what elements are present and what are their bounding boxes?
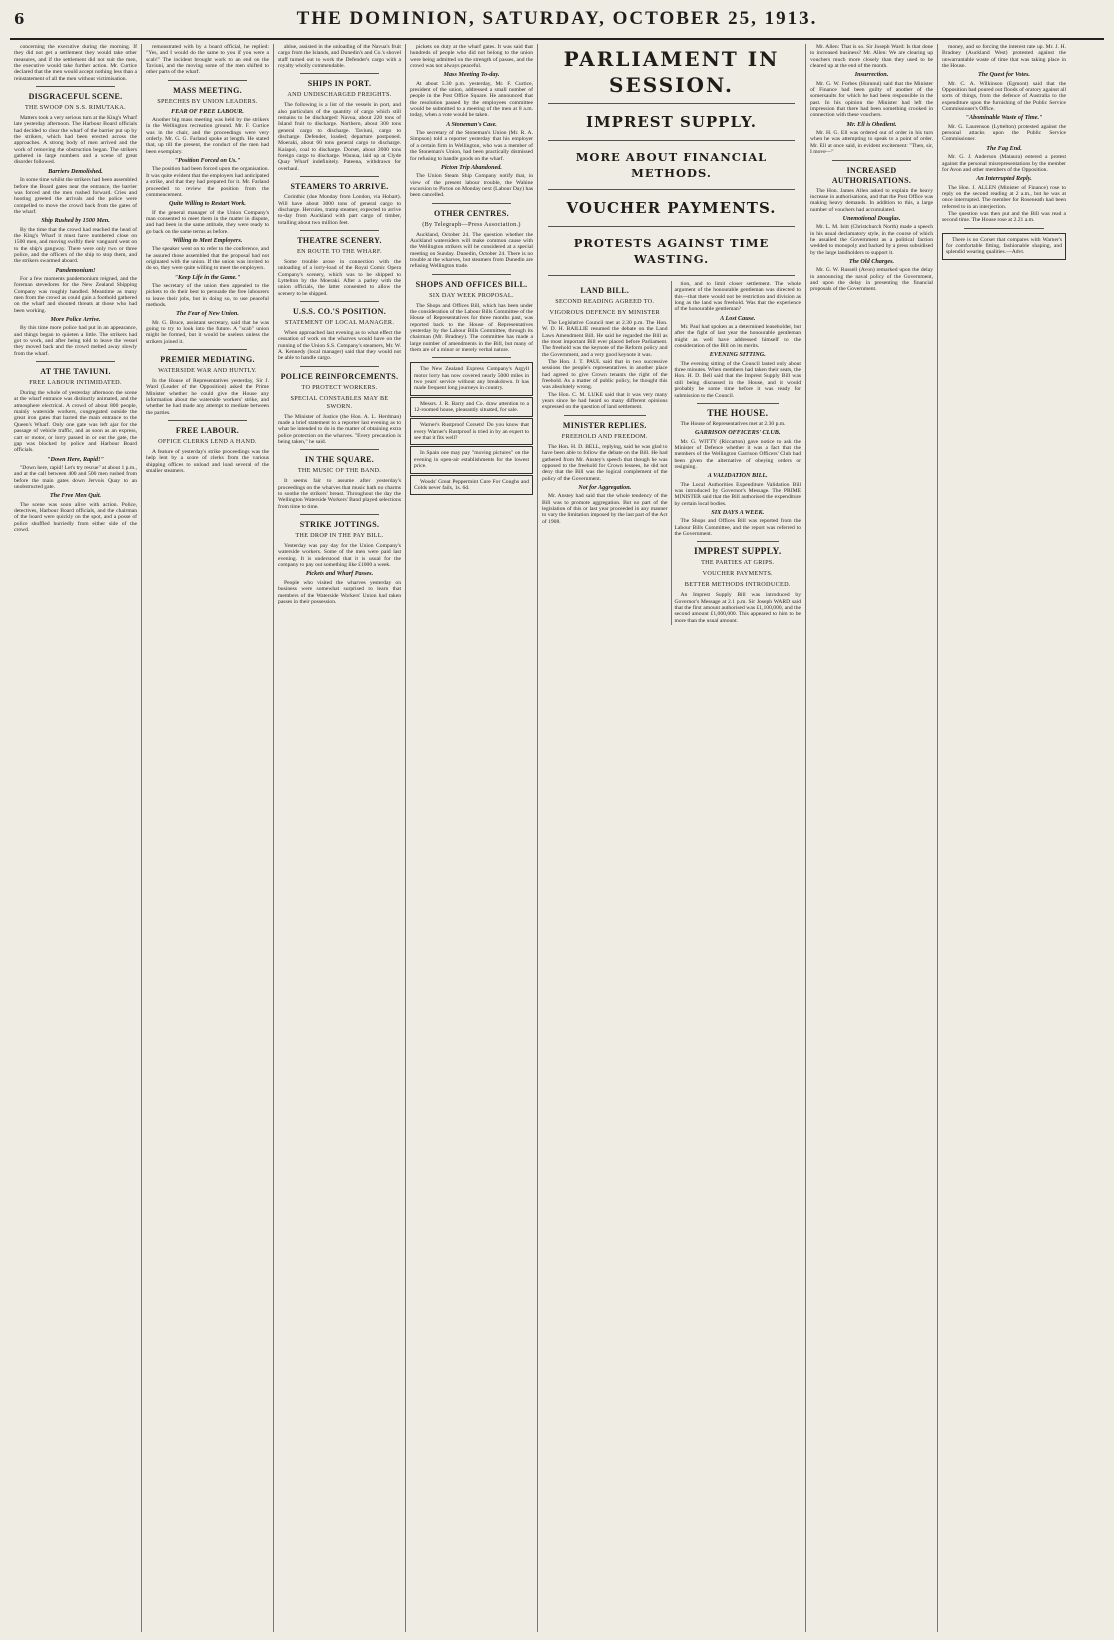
subheadline: (By Telegraph—Press Association.)	[422, 220, 521, 228]
article-text: pickets on duty at the wharf gates. It was said that hundreds of people who did not belong to the union were being admitted on the strength of passes, and the crowd was not always peaceful.	[410, 44, 533, 70]
article-text: People who visited the wharves yesterday on business were somewhat surprised to learn that members of the Waterside Workers' Union had taken passes in their possession.	[278, 579, 401, 605]
article-text: A feature of yesterday's strike proceedings was the help lent by a score of clerks from the various shipping offices to unload and load several of the smaller steamers.	[146, 449, 269, 475]
headline: DISGRACEFUL SCENE.	[28, 92, 123, 102]
headline: IMPREST SUPPLY.	[693, 547, 782, 558]
article-text: Mr. Paul had spoken as a determined leaseholder, but after the fight of last year the honourable gentleman might as well have addressed himself to the consideration of the Bill on its merits.	[674, 324, 801, 350]
subheadline: STATEMENT OF LOCAL MANAGER.	[284, 318, 395, 326]
advertisement: Messrs. J. R. Barry and Co. draw attention to a 12-roomed house, pleasantly situated, for sale.	[410, 397, 533, 418]
article-text: The Legislative Council met at 2.30 p.m. The Hon. W. D. H. BAILLIE resumed the debate on the Land Laws Amendment Bill. He said he regarded the Bill as the most important Bill ever placed before Parliament. The freehold was the keynote of the Reform policy and the Government, and a very good keynote it was.	[542, 320, 668, 358]
article-text: Mr. Anstey had said that the whole tendency of the Bill was to promote aggregation. But no part of the legislation of this or last year proceeded in any manner to vary the limitation imposed by the last part of the Act of 1908.	[542, 493, 668, 525]
article-text: The Hon. C. M. LUKE said that it was very many years since he had heard so many different opinions expressed on the question of land settlement.	[542, 391, 668, 411]
article-text: The following is a list of the vessels in port, and also particulars of the quantity of cargo which still remains to be discharged: Navua, about 220 tons of Island fruit to discharge. Northern, about 300 tons general cargo to discharge. Taviuni, cargo to discharge. Defender, loaded; departure postponed. Moeraki, about 60 tons general cargo to discharge. Kaiapoi, coal to discharge. Dorset, about 2000 tons foreign cargo to discharge. Waraua, laid up at Clyde Quay Wharf indefinitely. Pateena, withdrawn for overhaul.	[278, 102, 401, 172]
column-6	[806, 44, 938, 1632]
parliament-left	[542, 281, 672, 625]
section-heading: An Interrupted Reply.	[976, 175, 1032, 183]
article-text: Mr. C. A. Wilkinson (Egmont) said that the Opposition had poured out floods of oratory against all sorts of things, from the defence of Australia to the expenditure upon the furnishing of the Public Service Commissioner's Office.	[942, 80, 1066, 113]
subheadline: BETTER METHODS INTRODUCED.	[684, 581, 791, 589]
column-4	[406, 44, 538, 1632]
article-text: remonstrated with by a board official, he replied: "Yes, and I would do the same to you if you were a scab!" The incident brought work to an end on the Taviuni, and the moving some of the men shifted to other parts of the wharf.	[146, 44, 269, 76]
section-heading: The Free Men Quit.	[49, 492, 102, 500]
section-heading: The Quest for Votes.	[978, 71, 1030, 79]
article-text: The position had been forced upon the organisation. It was quite evident that the employers had anticipated a strike, and that they had prepared for it. Mr. Farland proceeded to review the position from the commencement.	[146, 166, 269, 198]
column-3	[274, 44, 406, 1632]
column-parliament	[538, 44, 806, 1632]
masthead	[10, 8, 1104, 40]
article-text: The secretary of the union then appealed to the pickets to do their best to persuade the free labourers to leave their jobs, but in doing so, to use peaceful methods.	[146, 282, 269, 308]
headline: PREMIER MEDIATING.	[160, 355, 255, 365]
section-heading: SIX DAYS A WEEK.	[711, 508, 765, 516]
subheadline: VOUCHER PAYMENTS.	[702, 570, 773, 578]
headline: THE HOUSE.	[707, 408, 769, 419]
headline: SHOPS AND OFFICES BILL.	[415, 279, 528, 289]
headline: POLICE REINFORCEMENTS.	[280, 371, 399, 381]
article-text: Yesterday was pay day for the Union Company's waterside workers. Some of the men were paid last evening. It is understood that it is usual for the company to pay out something like £1000 a week.	[278, 543, 401, 569]
article-text: The Shops and Offices Bill was reported from the Labour Bills Committee, and the report was referred to the Government.	[674, 518, 801, 537]
section-heading: The Fear of New Union.	[176, 310, 239, 318]
article-text: Mr. G. Laurenson (Lyttelton) protested against the personal attacks upon the Public Service Commissioner.	[942, 123, 1066, 143]
subheadline: TO PROTECT WORKERS.	[301, 383, 378, 391]
subheadline: VIGOROUS DEFENCE BY MINISTER	[549, 309, 660, 316]
article-text: In the House of Representatives yesterday, Sir J. Ward (Leader of the Opposition) asked the Prime Minister whether he could give the House any information about the waterside workers' strike, and whether he had made any attempt to mediate between the parties.	[146, 378, 269, 416]
subheadline: THE DROP IN THE PAY BILL.	[295, 532, 384, 540]
advertisement: In Spain one may pay "moving pictures" on the evening in open-air establishments for the lowest price.	[410, 446, 533, 473]
parliament-banner: PARLIAMENT IN SESSION.	[563, 47, 780, 97]
article-text: The Union Steam Ship Company notify that, in view of the present labour trouble, the Wahine excursion to Picton on Monday next (Labour Day) has been cancelled.	[410, 173, 533, 199]
headline: THEATRE SCENERY.	[297, 235, 382, 245]
subheadline: OFFICE CLERKS LEND A HAND.	[158, 438, 257, 446]
section-heading: A VALIDATION BILL.	[707, 472, 768, 480]
section-heading: Quite Willing to Restart Work.	[169, 200, 246, 208]
newspaper-title: THE DOMINION, SATURDAY, OCTOBER 25, 1913.	[296, 8, 818, 29]
article-text: It seems fair to assume after yesterday's proceedings on the wharves that music hath no charms to soothe the strikers' breast. Throughout the day the Wellington Waterside Workers' Band played selections from time to time.	[278, 478, 401, 510]
article-text: The Local Authorities Expenditure Validation Bill was introduced by Governor's Message. The PRIME MINISTER said that the Bill authorised the expenditure by certain local bodies.	[674, 481, 801, 507]
parliament-subbanner: VOUCHER PAYMENTS.	[566, 199, 777, 217]
article-text: By the time that the crowd had reached the head of the King's Wharf it must have numbered close on 1500 men, and moving swiftly their vanguard went on to the ship's gangway. There were only two or three police, and the officers of the ship to stop them, and the strikers swarmed aboard.	[14, 226, 137, 265]
advertisement: Warner's Rustproof Corsets! Do you know that every Warner's Rustproof is tried in by an expert to see that it fits well?	[410, 418, 533, 445]
section-heading: More Police Arrive.	[50, 316, 101, 324]
article-text: The evening sitting of the Council lasted only about three minutes. When members had taken their seats, the Hon. H. D. Bell said that the Imprest Supply Bill was still being discussed in the House, and it would probably be some time before it was ready for submission to the Council.	[674, 360, 801, 399]
article-text: For a few moments pandemonium reigned, and the foreman stevedores for the New Zealand Shipping Company was roughly handled. Meantime as many men from the crowd as could gain a foothold gathered on the wharf and shouted threats at those who had been working.	[14, 275, 137, 314]
article-text: The scene was soon alive with action. Police, detectives, Harbour Board officials, and the chairman of the board were quickly on the spot, and a posse of police shuffled hurriedly from either side of the crowd.	[14, 501, 137, 533]
subheadline: SECOND READING AGREED TO.	[555, 298, 655, 305]
article-text: The Hon. J. ALLEN (Minister of Finance) rose to reply on the second reading at 2 a.m., but he was at once interrupted. The member for Roseneath had been referred to in an interjection.	[942, 184, 1066, 210]
subheadline: THE MUSIC OF THE BAND.	[297, 467, 382, 475]
headline: INCREASED AUTHORISATIONS.	[831, 165, 912, 185]
subheadline: SIX DAY WEEK PROPOSAL.	[429, 291, 514, 299]
section-heading: Picton Trip Abandoned.	[441, 163, 502, 171]
article-text: Matters took a very serious turn at the King's Wharf late yesterday afternoon. The Harbour Board officials had decided to clear the wharf of the barrier put up by the strikers, which had been erected across the approaches. A strong body of men arrived and the work of removing the obstruction began. The strikers gathered in large numbers and a scene of great disorder followed.	[14, 115, 137, 166]
page-number: 6	[14, 10, 25, 28]
article-text: Mr. H. G. Ell was ordered out of order in his turn when he was attempting to speak to a point of order. Mr. Ell at once said, in evident excitement: "Then, sir, I move—"	[810, 130, 933, 156]
article-text: money, and so forcing the interest rate up. Mr. J. H. Bradney (Auckland West) protested against the unwarrantable waste of time that was taking place in the House.	[942, 44, 1066, 70]
subheadline: THE SWOOP ON S.S. RIMUTAKA.	[24, 104, 127, 112]
column-2	[142, 44, 274, 1632]
section-heading: GARRISON OFFICERS' CLUB.	[695, 429, 781, 437]
section-heading: Willing to Meet Employers.	[172, 236, 243, 244]
subheadline: EN ROUTE TO THE WHARF.	[297, 247, 382, 255]
headline: LAND BILL.	[580, 286, 630, 295]
advertisement: Woods' Great Peppermint Cure For Coughs and Colds never fails, 1s. 6d.	[410, 475, 533, 496]
article-text: tion, and to limit closer settlement. The whole argument of the honourable gentleman was directed to this—that there would not be restriction and division as long as the land was freehold. Was that the experience of the honourable gentleman?	[674, 281, 801, 313]
headline: SHIPS IN PORT.	[307, 79, 372, 89]
headline: STEAMERS TO ARRIVE.	[290, 182, 389, 192]
subheadline: THE PARTIES AT GRIPS.	[701, 559, 775, 567]
article-text: The Hon. James Allen asked to explain the heavy increase in authorisations, and that the Post Office was making heavy demands. In addition to this, a large number of vouchers had accumulated.	[810, 187, 933, 213]
article-text: Corinthic (due Monday from London, via Hobart). Will have about 3000 tons of general cargo to discharge. Hercules, tramp steamer, expected to arrive to-day from Auckland with part cargo of timber, totalling about two million feet.	[278, 194, 401, 226]
section-heading: Ship Rushed by 1500 Men.	[41, 217, 110, 225]
headline: MINISTER REPLIES.	[562, 420, 647, 430]
section-heading: "Down Here, Rapid!"	[47, 455, 104, 463]
advertisement: The New Zealand Express Company's Argyll motor lorry has now covered nearly 5000 miles in two years' service without any breakdown. It has made frequent long journeys in country.	[410, 362, 533, 395]
article-text: Auckland, October 24. The question whether the Auckland watersiders will make common cause with the Wellington strikers will be considered at a special meeting on Sunday. Dunedin, October 24. There is no trouble at the wharves, but steamers from Dunedin are refusing Wellington trade.	[410, 231, 533, 270]
section-heading: EVENING SITTING.	[709, 351, 766, 359]
parliament-subbanner: PROTESTS AGAINST TIME WASTING.	[573, 236, 770, 266]
headline: FREE LABOUR.	[175, 426, 240, 436]
section-heading: Mass Meeting To-day.	[443, 71, 500, 79]
subheadline: FREEHOLD AND FREEDOM.	[561, 432, 648, 440]
article-text: The Hon. J. T. PAUL said that in two successive sessions the people's representatives in another place had agreed to give Crown tenants the right of the freehold. As a matter of public policy, he thought this was absolutely wrong.	[542, 359, 668, 391]
article-text: The question was then put and the Bill was read a second time. The House rose at 2.21 a.m.	[942, 210, 1066, 224]
article-text: Mr. L. M. Isitt (Christchurch North) made a speech in his usual declamatory style, in the course of which he assailed the Government as a political faction wedded to monopoly and backed by a press subsidised by the large landholders to support it.	[810, 224, 933, 256]
headline: STRIKE JOTTINGS.	[299, 520, 380, 530]
section-heading: Insurrection.	[854, 71, 889, 79]
article-text: Mr. G. Bruce, assistant secretary, said that he was going to try to look into the future. A "scab" union might be formed, but it would be useless unless the strikers joined it.	[146, 319, 269, 345]
section-heading: Barriers Demolished.	[48, 167, 103, 175]
article-text: An Imprest Supply Bill was introduced by Governor's Message at 2.1 p.m. Sir Joseph WARD said that the first amount authorised was £1,100,000, and the second amount £1,000,000. This appeared to him to be more than the usual amount.	[674, 592, 801, 624]
article-text: The Hon. H. D. BELL, replying, said he was glad to have been able to follow the debate on the Bill. He had gathered from Mr. Anstey's speech that though he was opposed to the freehold for Crown lessees, he did not deny that the Bill was the logical complement of the policy of the Government.	[542, 443, 668, 482]
section-heading: FEAR OF FREE LABOUR.	[171, 107, 244, 115]
article-text: The speaker went on to refer to the conference, and he assured those assembled that the proposal had not originated with the union. If the union was invited to do so, they were quite willing to meet the employers.	[146, 246, 269, 272]
article-text: Mr. G. W. Forbes (Hurunui) said that the Minister of Finance had been guilty of another of the somersaults for which he had been responsible in the past. In his opinion the Minister had left the impression that there had been something crooked in connection with these vouchers.	[810, 80, 933, 119]
article-text: At about 5.30 p.m. yesterday, Mr. F. Curtice, president of the union, addressed a small number of people in the Post Office Square. He announced that the resolution passed by the employees committee would be submitted to a meeting of the men at 8 a.m. today, when a vote would be taken.	[410, 80, 533, 119]
article-text: Mr. G. W. Russell (Avon) remarked upon the delay in announcing the naval policy of the Government, and upon the delay in presenting the financial proposals of the Government.	[810, 267, 933, 293]
section-heading: The Old Charges.	[848, 257, 895, 265]
parliament-body	[542, 281, 801, 625]
article-text: When approached last evening as to what effect the cessation of work on the wharves would have on the running of the Union S.S. Company's steamers, Mr. W. A. Kennedy (local manager) said that they would not be able to handle cargo.	[278, 329, 401, 362]
article-text: concerning the executive during the morning. If they did not get a settlement they would take other measures, and if the settlement did not suit the men, the executive would take further action. Mr. Curtice declared that the men would accept nothing less than a reinstatement of all the men without victimisation.	[14, 44, 137, 82]
article-text: The Minister of Justice (the Hon. A. L. Herdman) made a brief statement to a reporter last evening as to what he intended to do in the matter of obtaining extra police protection on the wharves. "Every precaution is being taken," he said.	[278, 413, 401, 446]
article-text: Some trouble arose in connection with the unloading of a lorry-load of the Royal Comic Opera Company's scenery, which was to be shipped to Lyttelton by the Moeraki. After a parley with the union officials, the latter consented to allow the scenery to be shipped.	[278, 258, 401, 297]
subheadline: SPEECHES BY UNION LEADERS.	[157, 97, 258, 105]
article-text: By this time more police had put in an appearance, and things began to quieten a little. The strikers had got to work, and after being told to leave the vessel they moved back and the crowd melted away slowly from the wharf.	[14, 325, 137, 357]
section-heading: Pickets and Wharf Passes.	[305, 570, 374, 578]
section-heading: Mr. Ell is Obedient.	[846, 120, 897, 128]
article-text: The House of Representatives met at 2.30 p.m.	[680, 420, 786, 427]
parliament-right	[672, 281, 802, 625]
article-text: Mr. G. WITTY (Riccarton) gave notice to ask the Minister of Defence whether it was a fact that the members of the Wellington Garrison Officers' Club had been given the alternative of obeying orders or resigning.	[674, 438, 801, 470]
section-heading: "Position Forced on Us."	[174, 157, 241, 165]
subheadline: WATERSIDE WAR AND HUNTLY.	[158, 367, 257, 375]
article-text: If the general manager of the Union Company's man consented to meet them in the matter in dispute, and had been in the same attitude, they were ready to go back on the same terms as before.	[146, 209, 269, 235]
columns	[10, 44, 1104, 1632]
headline: IN THE SQUARE.	[304, 455, 375, 465]
article-text: Mr. G. J. Anderson (Mataura) entered a protest against the personal misrepresentations by the member for Avon and other members of the Opposition.	[942, 154, 1066, 173]
article-text: Another big mass meeting was held by the strikers in the Wellington recreation ground. Mr. F. Curtice was in the chair, and the proceedings were very orderly. Mr. G. G. Farland spoke at length. He stated that, up till the present, the conduct of the men had been exemplary.	[146, 117, 269, 155]
parliament-subbanner: MORE ABOUT FINANCIAL METHODS.	[575, 150, 768, 180]
parliament-subbanner: IMPREST SUPPLY.	[585, 113, 758, 131]
section-heading: "Keep Life in the Game."	[174, 273, 241, 281]
article-text: The Shops and Offices Bill, which has been under the consideration of the Labour Bills Committee of the House of Representatives for three months past, was reported back to the House of Representatives yesterday by the Labour Bills Committee, through its chairman (Mr. Bradney). The committee has made a large number of amendments in the Bill, but many of them are of a minor or merely verbal nature.	[410, 302, 533, 354]
section-heading: Not for Aggregation.	[578, 483, 632, 491]
subheadline: FREE LABOUR INTIMIDATED.	[29, 379, 122, 387]
section-heading: A Lost Cause.	[720, 314, 756, 322]
section-heading: The Fag End.	[986, 144, 1022, 152]
subheadline: SPECIAL CONSTABLES MAY BE SWORN.	[290, 394, 389, 410]
advertisement: There is no Corset that compares with Warner's for comfortable fitting, fashionable shaping, and splendid wearing qualities.—Advt.	[942, 233, 1066, 260]
section-heading: A Stoneman's Case.	[446, 120, 497, 128]
article-text: ablue, assisted in the unloading of the Navua's fruit cargo from the Islands, and Dunedin's and Co.'s shovel staff turned out to work the Defender's cargo with a royalty wholly commendable.	[278, 44, 401, 70]
section-heading: Unemotional Douglas.	[842, 214, 901, 222]
column-1	[10, 44, 142, 1632]
column-7	[938, 44, 1070, 1632]
headline: OTHER CENTRES.	[434, 208, 509, 218]
subheadline: AND UNDISCHARGED FREIGHTS.	[287, 91, 392, 99]
article-text: During the whole of yesterday afternoon the scene at the wharf entrance was distinctly animated, and the atmosphere electrical. A crowd of about 800 people, mainly waterside workers, congregated outside the great iron gates that barred the main entrance to the Queen's Wharf. Only one gate was left ajar for the passage of vehicle traffic, and as soon as an express, cart or motor, or lorry passed in or out the gate, the gap was blocked by police and Harbour Board officials.	[14, 390, 137, 454]
article-text: Mr. Allen: That is so. Sir Joseph Ward: Is that done to increased business? Mr. Allen: We are clearing up vouchers much more closely than they used to be cleared up at the end of the month.	[810, 44, 933, 70]
article-text: "Down here, rapid! Let's try rescue" at about 1 p.m., and at the call between 400 and 500 men rushed from before the main gates down Jervois Quay to an unobstructed gate.	[14, 464, 137, 490]
article-text: The secretary of the Stoneman's Union (Mr. R. A. Simpson) told a reporter yesterday that his employer of a certain firm in Wellington, who was a member of the Stoneman's Union, had been practically dismissed for refusing to handle goods on the wharf.	[410, 130, 533, 162]
headline: AT THE TAVIUNI.	[40, 367, 111, 377]
section-heading: Pandemonium!	[55, 266, 96, 274]
section-heading: "Abominable Waste of Time."	[965, 114, 1043, 122]
headline: U.S.S. CO.'S POSITION.	[292, 306, 387, 316]
article-text: In some time whilst the strikers had been assembled before the Board gates near the entrance, the barrier was forced and the men rushed forward. Cries and hooting greeted the arrivals and the police were compelled to move the crowd back from the gates of the wharf.	[14, 177, 137, 215]
headline: MASS MEETING.	[173, 85, 242, 95]
